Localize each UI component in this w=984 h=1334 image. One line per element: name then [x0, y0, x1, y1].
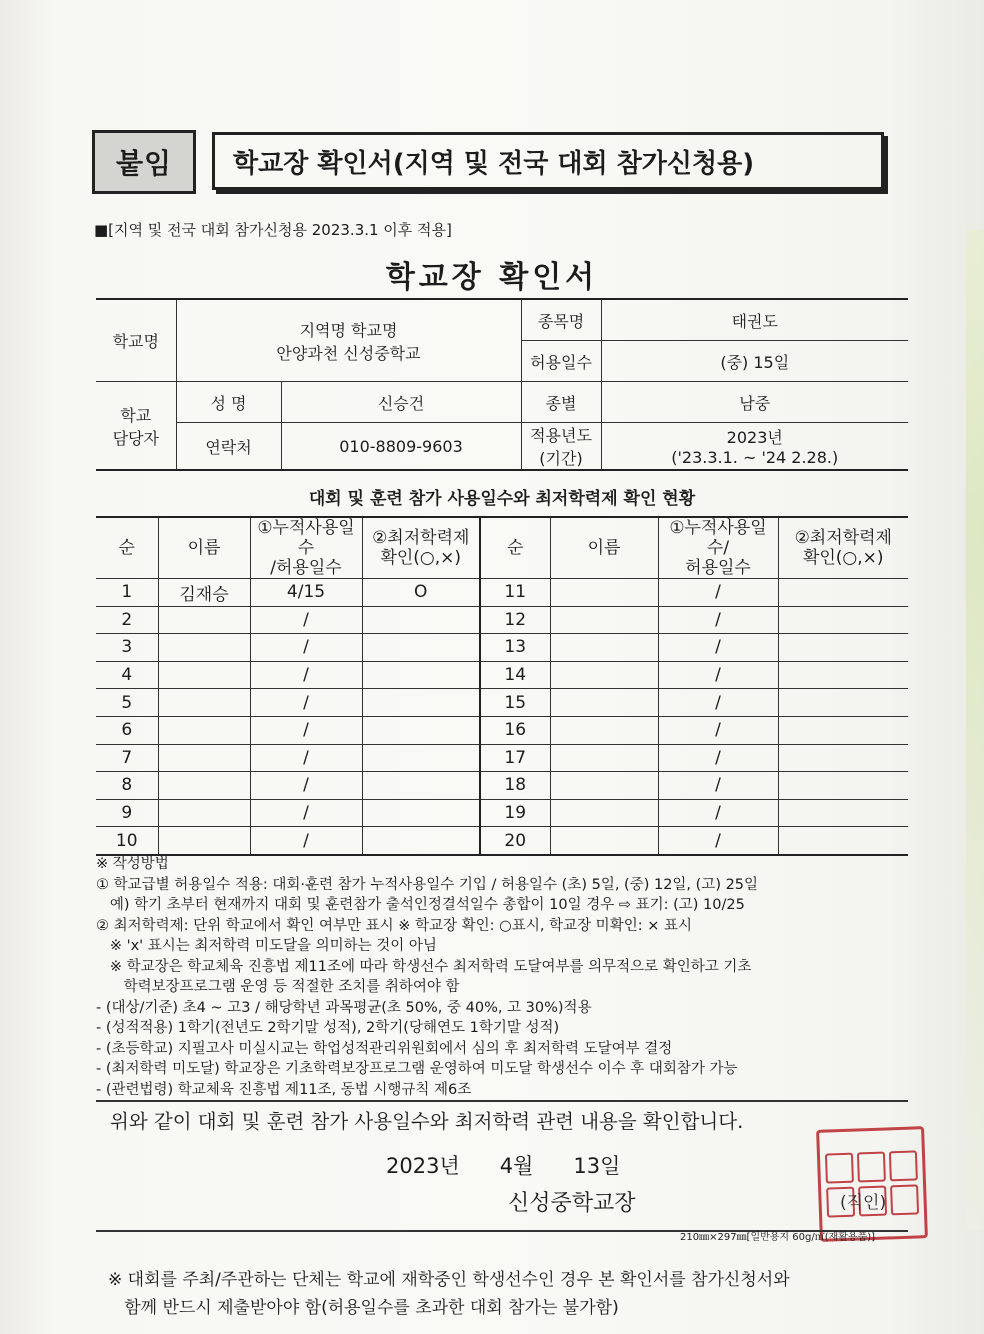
col-no: 순 — [96, 517, 158, 579]
row-days: / — [250, 799, 362, 827]
manager-name: 신승건 — [281, 382, 521, 423]
row-check — [362, 716, 480, 744]
col-academic-right-line2: 확인(○,×) — [802, 548, 884, 568]
row-days: 4/15 — [250, 579, 362, 607]
row-no: 10 — [96, 827, 158, 855]
date-month: 4월 — [499, 1154, 534, 1178]
table-row — [96, 744, 908, 772]
contact-value: 010-8809-9603 — [281, 423, 521, 471]
row-name — [158, 799, 250, 827]
row-days: / — [250, 689, 362, 717]
row-days: / — [658, 606, 778, 634]
table-row — [96, 661, 908, 689]
row-check — [778, 606, 908, 634]
school-name: 안양과천 신성중학교 — [276, 343, 421, 363]
col-days-right-line2: 허용일수 — [685, 558, 751, 578]
row-no: 5 — [96, 689, 158, 717]
note-line: ② 최저학력제: 단위 학교에서 확인 여부만 표시 ※ 학교장 확인: ○표시, 학교장 미확인: × 표시 — [96, 917, 692, 934]
row-days: / — [658, 634, 778, 662]
note-line: 학력보장프로그램 운영 등 적절한 조치를 취하여야 함 — [96, 979, 460, 995]
col-name-right: 이름 — [550, 517, 658, 579]
row-check — [778, 689, 908, 717]
col-days — [250, 517, 362, 579]
paper-spec: 210㎜×297㎜[일반용지 60g/㎡(재활용품)] — [680, 1232, 876, 1243]
row-check — [778, 661, 908, 689]
row-name: 김재승 — [158, 579, 250, 607]
period: ('23.3.1. ~ '24 2.28.) — [671, 448, 839, 467]
row-name — [550, 689, 658, 717]
year-value — [601, 423, 908, 471]
year-label-line2: (기간) — [539, 449, 583, 468]
year: 2023년 — [726, 428, 783, 447]
note-line: ※ 학교장은 학교체육 진흥법 제11조에 따라 학생선수 최저학력 도달여부를 의무적으로 확인하고 기초 — [96, 958, 752, 975]
school-label: 학교명 — [96, 299, 176, 382]
col-academic — [362, 517, 480, 579]
col-days-right-line1: ①누적사용일수/ — [669, 518, 767, 558]
note-line: - (대상/기준) 초4 ~ 고3 / 해당학년 과목평균(초 50%, 중 40%, 고 30%)적용 — [96, 999, 592, 1016]
row-check — [778, 634, 908, 662]
row-no: 2 — [96, 606, 158, 634]
row-name — [158, 606, 250, 634]
col-days-line1: ①누적사용일수 — [257, 518, 355, 558]
category-label: 종별 — [521, 382, 601, 423]
row-name — [550, 827, 658, 855]
table-row — [96, 634, 908, 662]
row-days: / — [250, 827, 362, 855]
row-check — [362, 689, 480, 717]
table-row — [96, 579, 908, 607]
row-days: / — [658, 827, 778, 855]
row-name — [550, 661, 658, 689]
document-heading: 학교장 확인서(지역 및 전국 대회 참가신청용) — [212, 132, 884, 190]
note-line: - (최저학력 미도달) 학교장은 기초학력보장프로그램 운영하여 미도달 학생선수 이수 후 대회참가 가능 — [96, 1061, 738, 1077]
date-day: 13일 — [573, 1154, 621, 1178]
footer-line: 함께 반드시 제출받아야 함(허용일수를 초과한 대회 참가는 불가함) — [108, 1298, 619, 1318]
name-label: 성 명 — [176, 382, 281, 423]
category-value: 남중 — [601, 382, 908, 423]
row-days: / — [658, 716, 778, 744]
row-check — [362, 772, 480, 800]
row-check — [362, 799, 480, 827]
status-header-row — [96, 517, 908, 579]
date-year: 2023년 — [386, 1154, 460, 1178]
note-line: ① 학교급별 허용일수 적용: 대회·훈련 참가 누적사용일수 기입 / 허용일수 (초) 5일, (중) 12일, (고) 25일 — [96, 876, 759, 893]
row-days: / — [250, 744, 362, 772]
row-check — [362, 744, 480, 772]
row-days: / — [658, 744, 778, 772]
attachment-label: 붙임 — [92, 130, 196, 194]
col-academic-line1: ②최저학력제 — [372, 528, 470, 548]
row-no: 13 — [480, 634, 550, 662]
page-title: 학교장 확인서 — [385, 260, 599, 295]
row-name — [550, 772, 658, 800]
year-label — [521, 423, 601, 471]
row-name — [550, 579, 658, 607]
row-no: 11 — [480, 579, 550, 607]
row-name — [158, 716, 250, 744]
row-no: 17 — [480, 744, 550, 772]
row-days: / — [250, 634, 362, 662]
table-row — [96, 827, 908, 855]
col-days-right — [658, 517, 778, 579]
col-days-line2: /허용일수 — [270, 558, 342, 578]
col-academic-line2: 확인(○,×) — [380, 548, 462, 568]
row-no: 8 — [96, 772, 158, 800]
row-name — [158, 661, 250, 689]
row-days: / — [658, 689, 778, 717]
manager-label-line2: 담당자 — [112, 428, 159, 448]
year-label-line1: 적용년도 — [530, 426, 592, 445]
col-no-right: 순 — [480, 517, 550, 579]
writing-instructions — [96, 854, 926, 1100]
row-check — [362, 606, 480, 634]
row-name — [158, 744, 250, 772]
col-academic-right-line1: ②최저학력제 — [794, 528, 892, 548]
row-days: / — [658, 799, 778, 827]
note-line: - (초등학교) 지필고사 미실시교는 학업성적관리위원회에서 심의 후 최저학력 도달여부 결정 — [96, 1040, 673, 1057]
row-name — [158, 689, 250, 717]
school-name-header: 지역명 학교명 — [299, 320, 398, 340]
background-edge — [966, 230, 984, 1230]
row-name — [158, 634, 250, 662]
row-no: 4 — [96, 661, 158, 689]
row-no: 19 — [480, 799, 550, 827]
sport-value: 태권도 — [601, 299, 908, 341]
col-name: 이름 — [158, 517, 250, 579]
row-no: 9 — [96, 799, 158, 827]
allowed-days-value: (중) 15일 — [601, 341, 908, 382]
row-no: 16 — [480, 716, 550, 744]
row-no: 15 — [480, 689, 550, 717]
school-info-table — [96, 298, 908, 471]
school-name-cell — [176, 299, 521, 382]
col-academic-right — [778, 517, 908, 579]
row-check — [778, 799, 908, 827]
row-check — [778, 827, 908, 855]
row-name — [550, 744, 658, 772]
row-days: / — [250, 716, 362, 744]
table-row — [96, 716, 908, 744]
allowed-days-label: 허용일수 — [521, 341, 601, 382]
seal-label: (직인) — [840, 1193, 887, 1213]
row-no: 14 — [480, 661, 550, 689]
row-name — [550, 799, 658, 827]
row-no: 3 — [96, 634, 158, 662]
row-days: / — [658, 661, 778, 689]
table-row — [96, 772, 908, 800]
sport-label: 종목명 — [521, 299, 601, 341]
official-seal-icon — [816, 1126, 928, 1242]
row-check: O — [362, 579, 480, 607]
status-title: 대회 및 훈련 참가 사용일수와 최저학력제 확인 현황 — [308, 489, 696, 509]
status-table — [96, 516, 908, 856]
footer-line: ※ 대회를 주최/주관하는 단체는 학교에 재학중인 학생선수인 경우 본 확인서를 참가신청서와 — [108, 1270, 790, 1290]
row-days: / — [250, 661, 362, 689]
row-check — [362, 661, 480, 689]
footer-note — [108, 1266, 908, 1322]
note-line: ※ 작성방법 — [96, 856, 169, 872]
row-no: 20 — [480, 827, 550, 855]
table-row — [96, 689, 908, 717]
note-line: ※ 'x' 표시는 최저학력 미도달을 의미하는 것이 아님 — [96, 938, 437, 954]
divider — [96, 1100, 908, 1102]
note-line: - (성적적용) 1학기(전년도 2학기말 성적), 2학기(당해연도 1학기말 성적) — [96, 1020, 560, 1036]
manager-label-line1: 학교 — [120, 405, 152, 425]
row-no: 12 — [480, 606, 550, 634]
row-no: 18 — [480, 772, 550, 800]
table-row — [96, 606, 908, 634]
applicability-note: ■[지역 및 전국 대회 참가신청용 2023.3.1 이후 적용] — [94, 221, 452, 239]
table-row — [96, 799, 908, 827]
contact-label: 연락처 — [176, 423, 281, 471]
issue-date — [386, 1150, 660, 1180]
row-name — [158, 772, 250, 800]
row-days: / — [658, 772, 778, 800]
row-check — [778, 579, 908, 607]
row-name — [550, 606, 658, 634]
row-no: 7 — [96, 744, 158, 772]
row-check — [778, 744, 908, 772]
row-name — [158, 827, 250, 855]
row-check — [778, 716, 908, 744]
manager-label — [96, 382, 176, 471]
row-days: / — [250, 606, 362, 634]
row-no: 1 — [96, 579, 158, 607]
row-check — [362, 634, 480, 662]
confirmation-statement: 위와 같이 대회 및 훈련 참가 사용일수와 최저학력 관련 내용을 확인합니다. — [110, 1110, 744, 1133]
note-line: - (관련법령) 학교체육 진흥법 제11조, 동법 시행규칙 제6조 — [96, 1081, 472, 1098]
signer: 신성중학교장 — [508, 1191, 636, 1216]
row-name — [550, 634, 658, 662]
row-name — [550, 716, 658, 744]
row-days: / — [658, 579, 778, 607]
note-line: 예) 학기 초부터 현재까지 대회 및 훈련참가 출석인정결석일수 총합이 10일 경우 ⇨ 표기: (고) 10/25 — [96, 897, 745, 913]
row-check — [362, 827, 480, 855]
row-check — [778, 772, 908, 800]
row-days: / — [250, 772, 362, 800]
row-no: 6 — [96, 716, 158, 744]
